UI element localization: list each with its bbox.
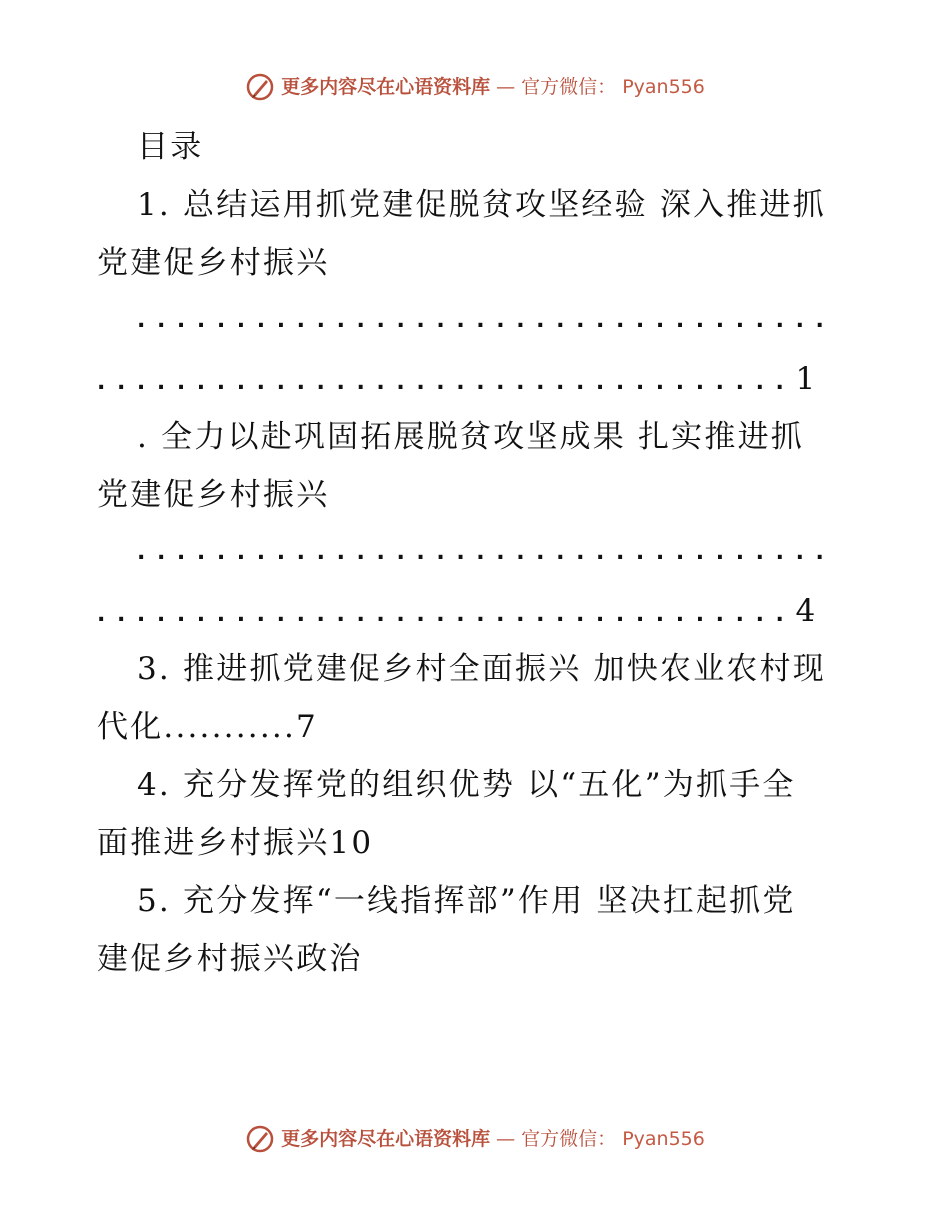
watermark-separator: — [496, 76, 516, 98]
toc-page-number: 4 [795, 593, 816, 629]
toc-entry-3-line-1[interactable] [97, 640, 857, 698]
toc-entry-2-line-1[interactable] [97, 408, 857, 466]
toc-entry-4-line-1[interactable] [97, 756, 857, 814]
toc-entry-number: 1. [137, 187, 171, 223]
watermark-account: Pyan556 [622, 76, 705, 98]
toc-leader-dots: ................................... [97, 602, 796, 627]
toc-title: 目录 [137, 129, 204, 165]
toc-entry-2-leader-1: ................................... [137, 540, 836, 565]
toc-leader-dots: ................................... [97, 370, 796, 395]
toc-entry-title: 全力以赴巩固拓展脱贫攻坚成果 扎实推进抓 [149, 419, 804, 455]
quill-logo-icon [245, 72, 275, 102]
watermark-main-text: 更多内容尽在心语资料库 [281, 76, 491, 98]
quill-logo-icon [245, 1124, 275, 1154]
watermark-main-text: 更多内容尽在心语资料库 [281, 1128, 491, 1150]
watermark-header [0, 72, 950, 102]
watermark-label: 官方微信： [521, 76, 617, 98]
toc-entry-title: 充分发挥“一线指挥部”作用 坚决扛起抓党 [170, 883, 796, 919]
toc-entry-5-line-2[interactable]: 建促乡村振兴政治 [97, 941, 363, 977]
toc-entry-4-line-2[interactable]: 面推进乡村振兴10 [97, 825, 374, 861]
watermark-account: Pyan556 [622, 1128, 705, 1150]
toc-entry-number: 3. [137, 651, 171, 687]
toc-entry-1-leader-1: ................................... [137, 308, 836, 333]
toc-entry-number: . [137, 419, 150, 455]
watermark-label: 官方微信： [521, 1128, 617, 1150]
toc-entry-number: 4. [137, 767, 171, 803]
toc-entry-title: 推进抓党建促乡村全面振兴 加快农业农村现 [170, 651, 826, 687]
toc-entry-3-line-2[interactable]: 代化...........7 [97, 709, 318, 745]
toc-entry-number: 5. [137, 883, 171, 919]
toc-entry-title: 总结运用抓党建促脱贫攻坚经验 深入推进抓 [170, 187, 826, 223]
toc-entry-1-leader-2 [97, 350, 857, 408]
toc-entry-1-line-2[interactable]: 党建促乡村振兴 [97, 245, 330, 281]
toc-entry-2-leader-2 [97, 582, 857, 640]
toc-entry-1-line-1[interactable] [97, 176, 857, 234]
watermark-footer [0, 1124, 950, 1154]
toc-entry-title: 充分发挥党的组织优势 以“五化”为抓手全 [170, 767, 796, 803]
toc-entry-5-line-1[interactable] [97, 872, 857, 930]
toc-entry-2-line-2[interactable]: 党建促乡村振兴 [97, 477, 330, 513]
watermark-separator: — [496, 1128, 516, 1150]
table-of-contents [97, 118, 857, 988]
toc-page-number: 1 [795, 361, 816, 397]
